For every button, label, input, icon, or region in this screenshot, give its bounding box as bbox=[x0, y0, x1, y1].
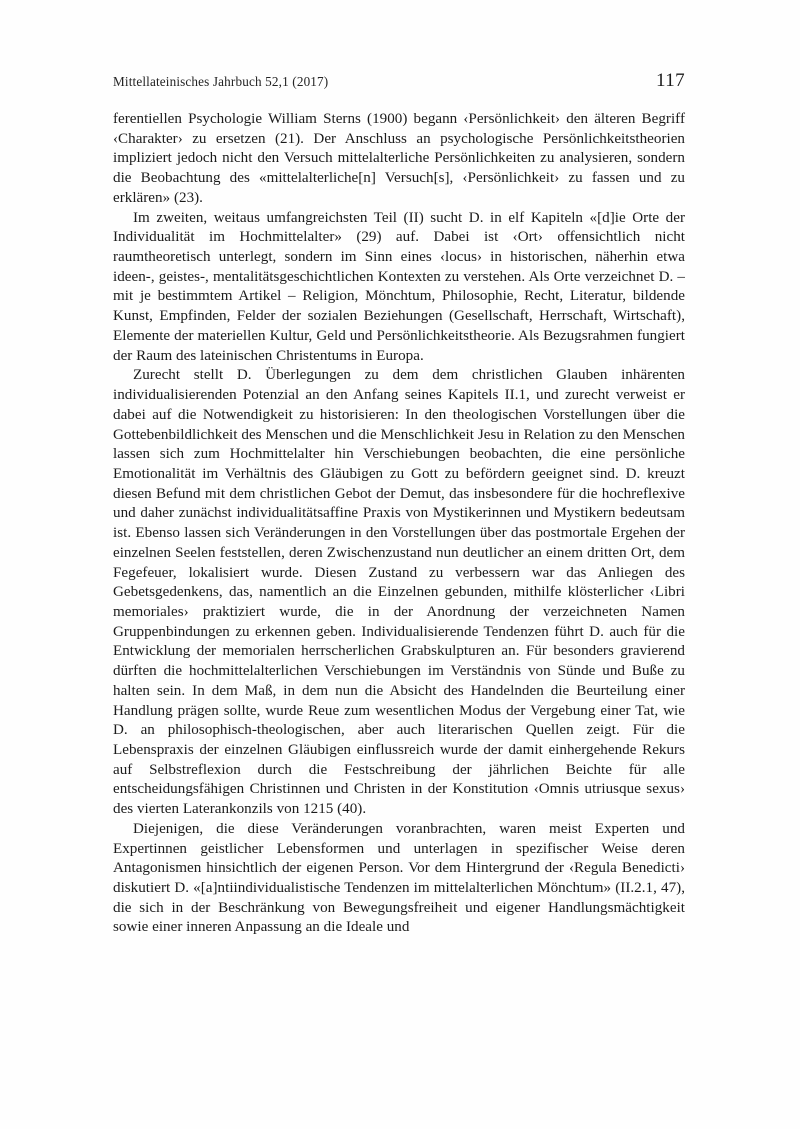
paragraph-diejenigen: Diejenigen, die diese Veränderungen voranbrachten, waren meist Experten und Expertinnen geistlicher Lebensformen und unterlagen in spezifischer Weise deren Antagonismen hinsichtlich der eigenen Person. Vor dem Hintergrund der ‹Regula Benedicti› diskutiert D. «[a]ntiindividualistische Tendenzen im mittelalterlichen Mönchtum» (II.2.1, 47), die sich in der Beschränkung von Bewegungsfreiheit und eigener Handlungsmächtigkeit sowie einer inneren Anpassung an die Ideale und bbox=[113, 820, 685, 936]
paragraph-zurecht: Zurecht stellt D. Überlegungen zu dem dem christlichen Glauben inhärenten individualisierenden Potenzial an den Anfang seines Kapitels II.1, und zurecht verweist er dabei auf die Notwendigkeit zu historisieren: In den theologischen Vorstellungen über die Gottebenbildlichkeit des Menschen und die Menschlichkeit Jesu in Relation zu den Menschen lassen sich zum Hochmittelalter hin Verschiebungen beobachten, die eine persönliche Emotionalität im Verhältnis des Gläubigen zu Gott zu befördern geeignet sind. D. kreuzt diesen Befund mit dem christlichen Gebot der Demut, das insbesondere für die hochreflexive und daher zunächst individualitätsaffine Praxis von Mystikerinnen und Mystikern bedeutsam ist. Ebenso lassen sich Veränderungen in den Vorstellungen über das postmortale Ergehen der einzelnen Seelen feststellen, deren Zwischenzustand nun deutlicher an einem dritten Ort, dem Fegefeuer, lokalisiert wurde. Diesen Zustand zu verbessern war das Anliegen des Gebetsgedenkens, das, namentlich an die Einzelnen gebunden, mithilfe klösterlicher ‹Libri memoriales› praktiziert wurde, die in der Anordnung der verzeichneten Namen Gruppenbindungen zu erkennen geben. Individualisierende Tendenzen führt D. auch für die Entwicklung der memorialen herrscherlichen Grabskulpturen an. Für besonders gravierend dürften die hochmittelalterlichen Verschiebungen im Verständnis von Sünde und Buße zu halten sein. In dem Maß, in dem nun die Absicht des Handelnden die Beurteilung einer Handlung prägen sollte, wurde Reue zum wesentlichen Modus der Vergebung einer Tat, wie D. an philosophisch-theologischen, aber auch literarischen Quellen zeigt. Für die Lebenspraxis der einzelnen Gläubigen einflussreich wurde der damit einhergehende Rekurs auf Selbstreflexion durch die Festschreibung der jährlichen Beichte für alle entscheidungsfähigen Christinnen und Christen in der Konstitution ‹Omnis utriusque sexus› des vierten Laterankonzils von 1215 (40). bbox=[113, 367, 685, 818]
running-head bbox=[113, 70, 685, 92]
body-text-block bbox=[113, 110, 685, 938]
paragraph-sterns: ferentiellen Psychologie William Sterns (1900) begann ‹Persönlichkeit› den älteren Begriff ‹Charakter› zu ersetzen (21). Der Anschluss an psychologische Persönlichkeitstheorien impliziert jedoch nicht den Versuch mittelalterliche Persönlichkeiten zu analysieren, sondern die Beobachtung des «mittelalterliche[n] Versuch[s], ‹Persönlichkeit› zu fassen und zu erklären» (23). bbox=[113, 111, 685, 206]
paragraph-zweiter-teil: Im zweiten, weitaus umfangreichsten Teil (II) sucht D. in elf Kapiteln «[d]ie Orte der Individualität im Hochmittelalter» (29) auf. Dabei ist ‹Ort› offensichtlich nicht raumtheoretisch unterlegt, sondern im Sinn eines ‹locus› in historischen, näherhin etwa ideen-, geistes-, mentalitätsgeschichtlichen Kontexten zu verstehen. Als Orte verzeichnet D. – mit je bestimmtem Artikel – Religion, Mönchtum, Philosophie, Recht, Literatur, bildende Kunst, Empfinden, Felder der sozialen Beziehungen (Gesellschaft, Herrschaft, Wirtschaft), Elemente der materiellen Kultur, Geld und Persönlichkeitstheorie. Als Bezugsrahmen fungiert der Raum des lateinischen Christentums in Europa. bbox=[113, 209, 685, 364]
page-number: 117 bbox=[656, 70, 685, 91]
journal-title: Mittellateinisches Jahrbuch 52,1 (2017) bbox=[113, 74, 329, 89]
